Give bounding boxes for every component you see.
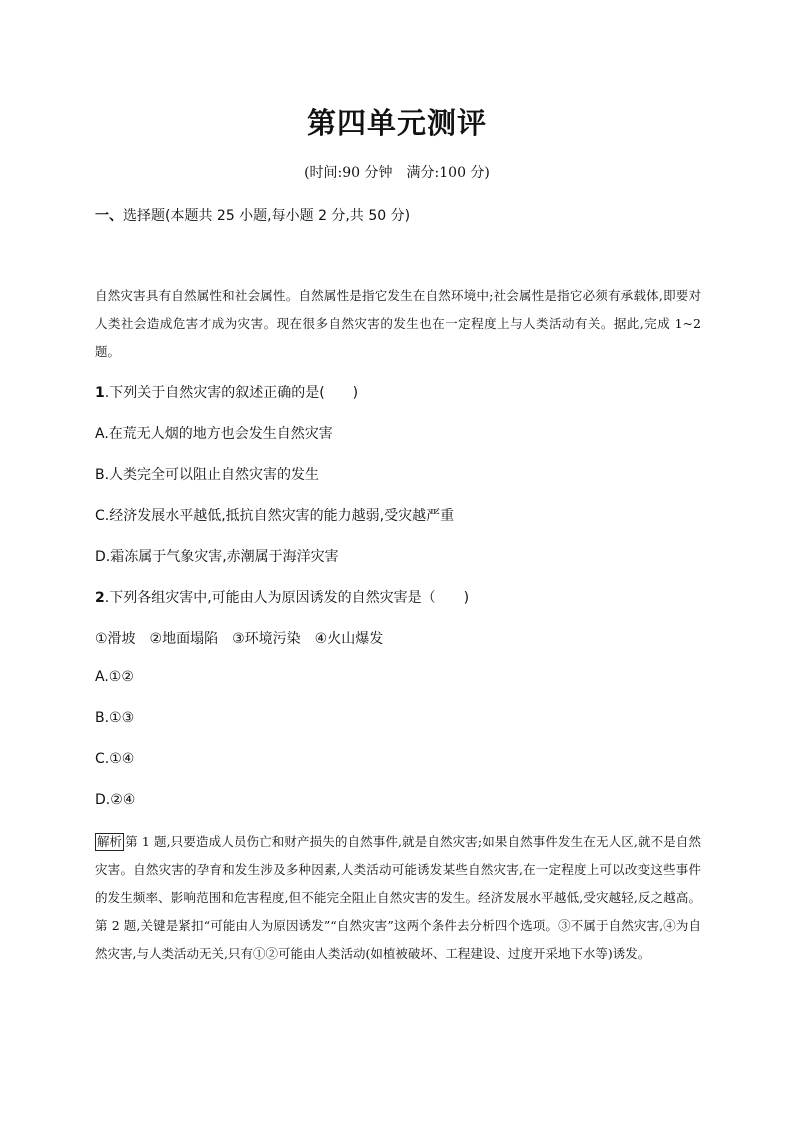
- question-2-stem: [95, 587, 469, 607]
- section-heading: [95, 205, 410, 225]
- question-1-option-d: D.霜冻属于气象灾害,赤潮属于海洋灾害: [95, 549, 339, 565]
- analysis-text: 第 1 题,只要造成人员伤亡和财产损失的自然事件,就是自然灾害;如果自然事件发生在无人区,就不是自然灾害。自然灾害的孕育和发生涉及多种因素,人类活动可能诱发某些自然灾害,在一定程度上可以改变这些事件的发生频率、影响范围和危害程度,但不能完全阻止自然灾害的发生。经济发展水平越低,受灾越轻,反之越高。第 2 题,关键是紧扣“可能由人为原因诱发”“自然灾害”这两个条件去分析四个选项。③不属于自然灾害,④为自然灾害,与人类活动无关,只有①②可能由人类活动(如植被破坏、工程建设、过度开采地下水等)诱发。: [95, 834, 701, 961]
- question-text: .下列关于自然灾害的叙述正确的是( ): [104, 385, 359, 401]
- question-1-option-b: B.人类完全可以阻止自然灾害的发生: [95, 467, 320, 483]
- question-2-items: ①滑坡 ②地面塌陷 ③环境污染 ④火山爆发: [95, 631, 384, 647]
- section-number: 一、: [95, 208, 123, 224]
- question-2-option-a: A.①②: [95, 669, 134, 685]
- question-1-option-c: C.经济发展水平越低,抵抗自然灾害的能力越弱,受灾越严重: [95, 508, 455, 524]
- page-title: 第四单元测评: [306, 106, 487, 140]
- reading-passage: 自然灾害具有自然属性和社会属性。自然属性是指它发生在自然环境中;社会属性是指它必须有承载体,即要对人类社会造成危害才成为灾害。现在很多自然灾害的发生也在一定程度上与人类活动有关。据此,完成 1~2 题。: [95, 288, 701, 359]
- question-1-stem: [95, 382, 358, 402]
- question-2-option-c: C.①④: [95, 751, 135, 767]
- section-text: 选择题(本题共 25 小题,每小题 2 分,共 50 分): [123, 208, 411, 224]
- question-1-option-a: A.在荒无人烟的地方也会发生自然灾害: [95, 426, 333, 442]
- question-2-option-d: D.②④: [95, 792, 136, 808]
- question-2-option-b: B.①③: [95, 710, 135, 726]
- analysis-tag: 解析: [97, 834, 123, 849]
- exam-info: (时间:90 分钟 满分:100 分): [304, 165, 490, 181]
- question-number: 1: [95, 385, 105, 401]
- question-number: 2: [95, 590, 105, 606]
- question-text: .下列各组灾害中,可能由人为原因诱发的自然灾害是（ ): [104, 590, 470, 606]
- analysis-block: [95, 828, 701, 968]
